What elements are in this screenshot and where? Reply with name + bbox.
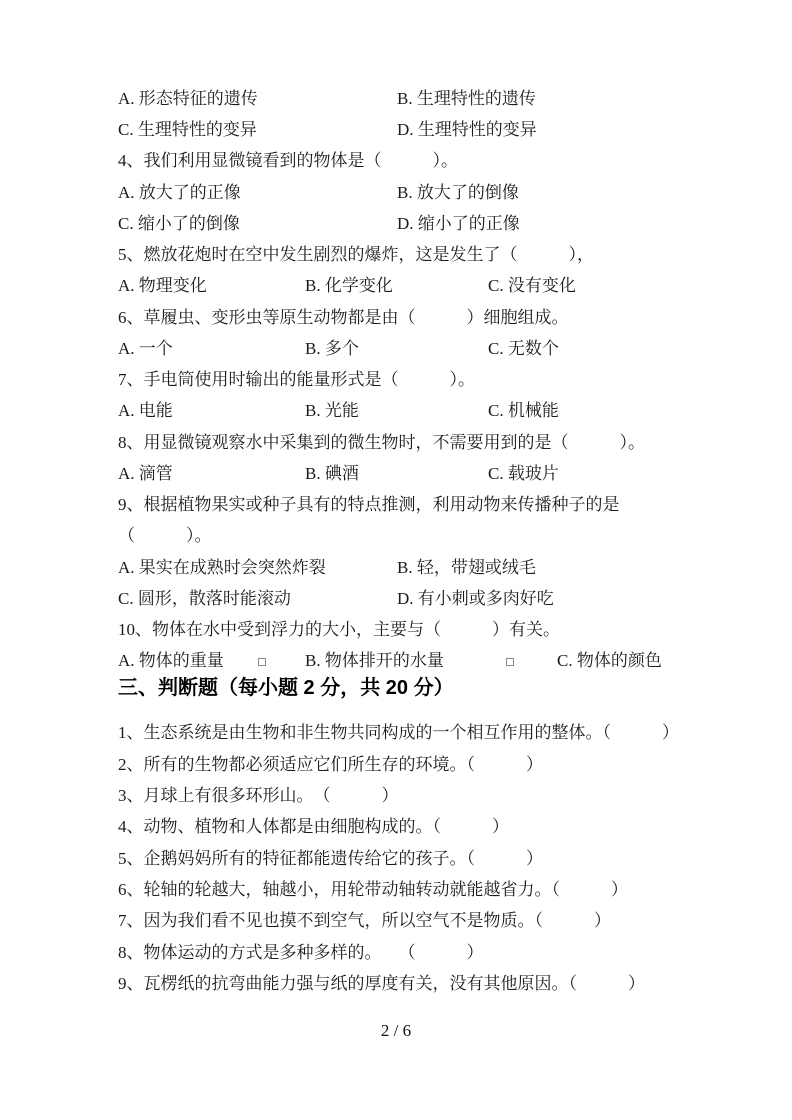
question-q9-text2: （ ）。 — [118, 526, 212, 545]
placeholder-square-icon — [258, 658, 266, 666]
options-row-q5 — [0, 270, 792, 301]
judgment-item-text: 7、因为我们看不见也摸不到空气，所以空气不是物质。（ ） — [118, 911, 611, 930]
question-q8-text: 8、用显微镜观察水中采集到的微生物时，不需要用到的是（ ）。 — [118, 433, 645, 452]
question-q9-line1 — [0, 489, 792, 520]
options-row-q8 — [0, 458, 792, 489]
question-q6-text: 6、草履虫、变形虫等原生动物都是由（ ）细胞组成。 — [118, 308, 569, 327]
option-q10-c: C. 物体的颜色 — [557, 651, 662, 670]
question-q6 — [0, 302, 792, 333]
option-q10-a: A. 物体的重量 — [118, 651, 224, 670]
question-q10-text: 10、物体在水中受到浮力的大小，主要与（ ）有关。 — [118, 620, 560, 639]
judgment-item-text: 5、企鹅妈妈所有的特征都能遗传给它的孩子。（ ） — [118, 849, 543, 868]
judgment-item — [0, 780, 792, 811]
option-q7-c: C. 机械能 — [488, 401, 559, 420]
options-row-q3-ab — [0, 83, 792, 114]
judgment-item — [0, 811, 792, 842]
option-q3-a: A. 形态特征的遗传 — [118, 89, 258, 108]
judgment-item-text: 3、月球上有很多环形山。 （ ） — [118, 786, 399, 805]
option-q7-a: A. 电能 — [118, 401, 173, 420]
section-heading-judgment: 三、判断题（每小题 2 分，共 20 分） — [118, 677, 454, 699]
judgment-item — [0, 874, 792, 905]
option-q9-c: C. 圆形，散落时能滚动 — [118, 589, 291, 608]
question-q4 — [0, 145, 792, 176]
option-q5-b: B. 化学变化 — [305, 276, 393, 295]
option-q8-c: C. 载玻片 — [488, 464, 559, 483]
option-q10-b: B. 物体排开的水量 — [305, 651, 444, 670]
option-q3-c: C. 生理特性的变异 — [118, 120, 257, 139]
option-q6-b: B. 多个 — [305, 339, 359, 358]
question-q9-text1: 9、根据植物果实或种子具有的特点推测，利用动物来传播种子的是 — [118, 495, 620, 514]
judgment-item — [0, 937, 792, 968]
option-q7-b: B. 光能 — [305, 401, 359, 420]
question-q7-text: 7、手电筒使用时输出的能量形式是（ ）。 — [118, 370, 475, 389]
option-q9-b: B. 轻，带翅或绒毛 — [397, 558, 536, 577]
question-q5-text: 5、燃放花炮时在空中发生剧烈的爆炸，这是发生了（ ）， — [118, 245, 594, 264]
option-q6-a: A. 一个 — [118, 339, 173, 358]
placeholder-square-icon — [506, 658, 514, 666]
option-q5-a: A. 物理变化 — [118, 276, 207, 295]
judgment-item — [0, 968, 792, 999]
options-row-q7 — [0, 395, 792, 426]
options-row-q4-ab — [0, 177, 792, 208]
option-q9-a: A. 果实在成熟时会突然炸裂 — [118, 558, 326, 577]
question-q5 — [0, 239, 792, 270]
judgment-item-text: 8、物体运动的方式是多种多样的。 （ ） — [118, 943, 484, 962]
option-q4-d: D. 缩小了的正像 — [397, 214, 520, 233]
options-row-q9-ab — [0, 552, 792, 583]
judgment-item — [0, 843, 792, 874]
judgment-item-text: 4、动物、植物和人体都是由细胞构成的。（ ） — [118, 817, 509, 836]
option-q8-b: B. 碘酒 — [305, 464, 359, 483]
options-row-q3-cd — [0, 114, 792, 145]
option-q5-c: C. 没有变化 — [488, 276, 576, 295]
judgment-item-text: 6、轮轴的轮越大，轴越小，用轮带动轴转动就能越省力。（ ） — [118, 880, 628, 899]
judgment-item — [0, 905, 792, 936]
options-row-q4-cd — [0, 208, 792, 239]
option-q3-d: D. 生理特性的变异 — [397, 120, 537, 139]
options-row-q9-cd — [0, 583, 792, 614]
judgment-item-text: 1、生态系统是由生物和非生物共同构成的一个相互作用的整体。（ ） — [118, 723, 679, 742]
judgment-item-text: 9、瓦楞纸的抗弯曲能力强与纸的厚度有关，没有其他原因。（ ） — [118, 974, 645, 993]
judgment-item-text: 2、所有的生物都必须适应它们所生存的环境。（ ） — [118, 755, 543, 774]
option-q8-a: A. 滴管 — [118, 464, 173, 483]
option-q6-c: C. 无数个 — [488, 339, 559, 358]
question-q7 — [0, 364, 792, 395]
judgment-item — [0, 749, 792, 780]
judgment-item — [0, 717, 792, 748]
question-q9-line2 — [0, 520, 792, 551]
options-row-q6 — [0, 333, 792, 364]
option-q4-c: C. 缩小了的倒像 — [118, 214, 240, 233]
question-q4-text: 4、我们利用显微镜看到的物体是（ ）。 — [118, 151, 458, 170]
option-q4-a: A. 放大了的正像 — [118, 183, 241, 202]
page-number: 2 / 6 — [380, 1021, 412, 1040]
question-q8 — [0, 427, 792, 458]
option-q9-d: D. 有小刺或多肉好吃 — [397, 589, 554, 608]
option-q3-b: B. 生理特性的遗传 — [397, 89, 536, 108]
question-q10 — [0, 614, 792, 645]
option-q4-b: B. 放大了的倒像 — [397, 183, 519, 202]
